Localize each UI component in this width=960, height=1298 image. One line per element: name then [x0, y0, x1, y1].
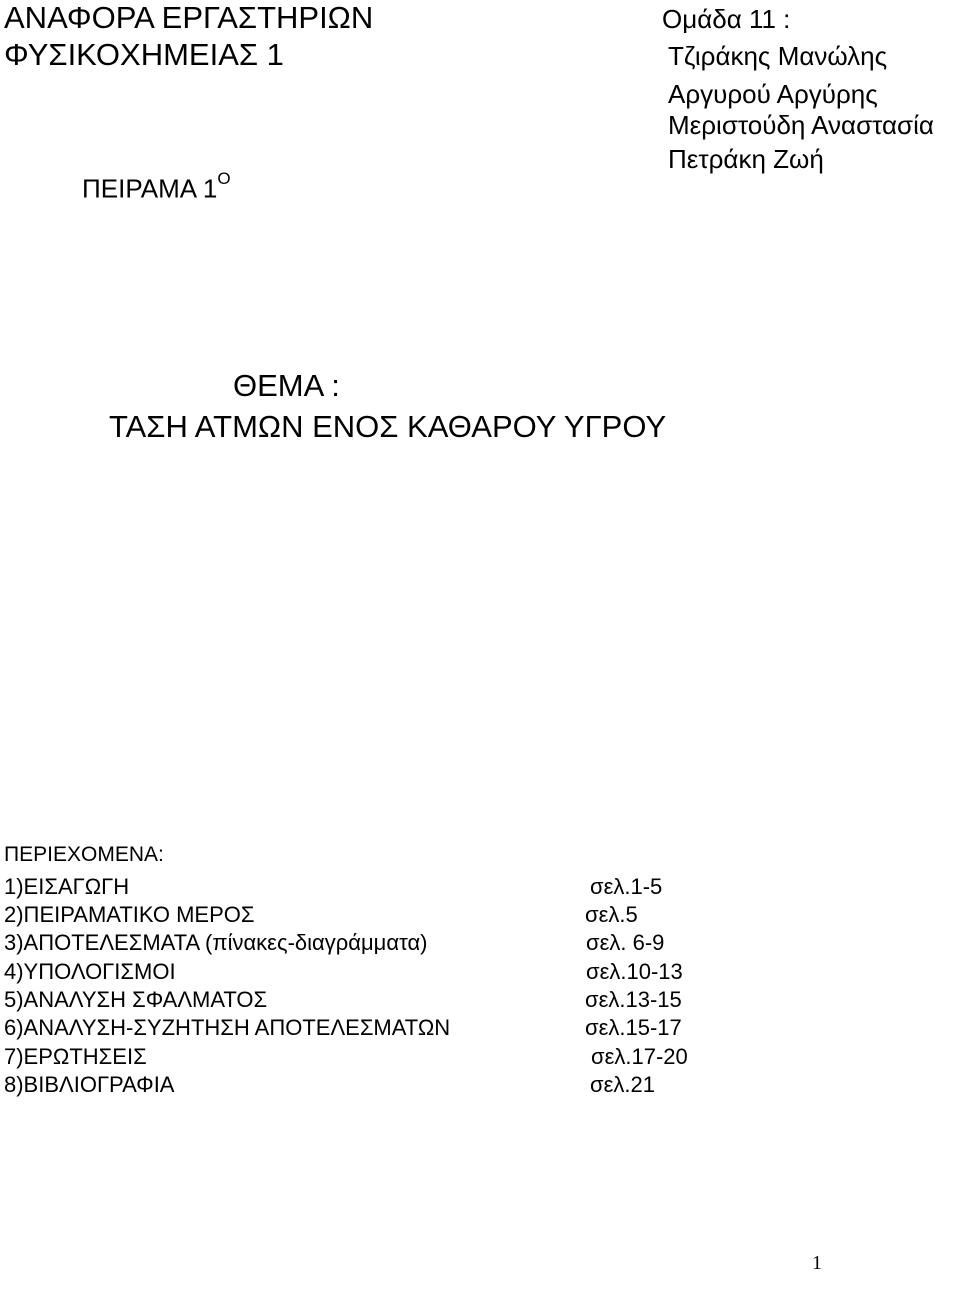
toc-item-pages: σελ.21: [590, 1072, 655, 1097]
toc-item-pages: σελ.1-5: [590, 874, 663, 899]
toc-item-pages: σελ. 6-9: [586, 930, 665, 955]
toc-item-title: 7)ΕΡΩΤΗΣΕΙΣ: [4, 1044, 147, 1069]
toc-item-title: 1)ΕΙΣΑΓΩΓΗ: [4, 874, 130, 899]
experiment-label: [82, 169, 231, 205]
page-number: 1: [812, 1252, 822, 1274]
theme-label: ΘΕΜΑ :: [233, 368, 340, 403]
toc-item-pages: σελ.17-20: [591, 1044, 688, 1069]
toc-item-title: 3)ΑΠΟΤΕΛΕΣΜΑΤΑ (πίνακες-διαγράμματα): [4, 930, 428, 955]
experiment-label-text: ΠΕΙΡΑΜΑ 1: [82, 173, 218, 204]
group-label: Ομάδα 11 :: [662, 4, 791, 34]
experiment-superscript: Ο: [217, 169, 231, 188]
theme-text: ΤΑΣΗ ΑΤΜΩΝ ΕΝΟΣ ΚΑΘΑΡΟΥ ΥΓΡΟΥ: [109, 409, 667, 444]
toc-item-title: 4)ΥΠΟΛΟΓΙΣΜΟΙ: [4, 959, 176, 984]
toc-item-pages: σελ.10-13: [586, 959, 683, 984]
report-title-line-2: ΦΥΣΙΚΟΧΗΜΕΙΑΣ 1: [4, 37, 284, 72]
group-member: Μεριστούδη Αναστασία: [668, 110, 934, 140]
group-member: Αργυρού Αργύρης: [668, 79, 878, 109]
toc-item-pages: σελ.13-15: [585, 987, 682, 1012]
toc-item-pages: σελ.5: [585, 902, 638, 927]
toc-item-title: 6)ΑΝΑΛΥΣΗ-ΣΥΖΗΤΗΣΗ ΑΠΟΤΕΛΕΣΜΑΤΩΝ: [4, 1015, 451, 1040]
report-title-line-1: ΑΝΑΦΟΡΑ ΕΡΓΑΣΤΗΡΙΩΝ: [4, 0, 374, 35]
toc-item-pages: σελ.15-17: [585, 1015, 682, 1040]
toc-item-title: 2)ΠΕΙΡΑΜΑΤΙΚΟ ΜΕΡΟΣ: [4, 902, 255, 927]
contents-heading: ΠΕΡΙΕΧΟΜΕΝΑ:: [4, 843, 164, 866]
toc-item-title: 8)ΒΙΒΛΙΟΓΡΑΦΙΑ: [4, 1072, 175, 1097]
toc-item-title: 5)ΑΝΑΛΥΣΗ ΣΦΑΛΜΑΤΟΣ: [4, 987, 268, 1012]
group-member: Πετράκη Ζωή: [668, 144, 824, 174]
group-member: Τζιράκης Μανώλης: [668, 41, 888, 71]
